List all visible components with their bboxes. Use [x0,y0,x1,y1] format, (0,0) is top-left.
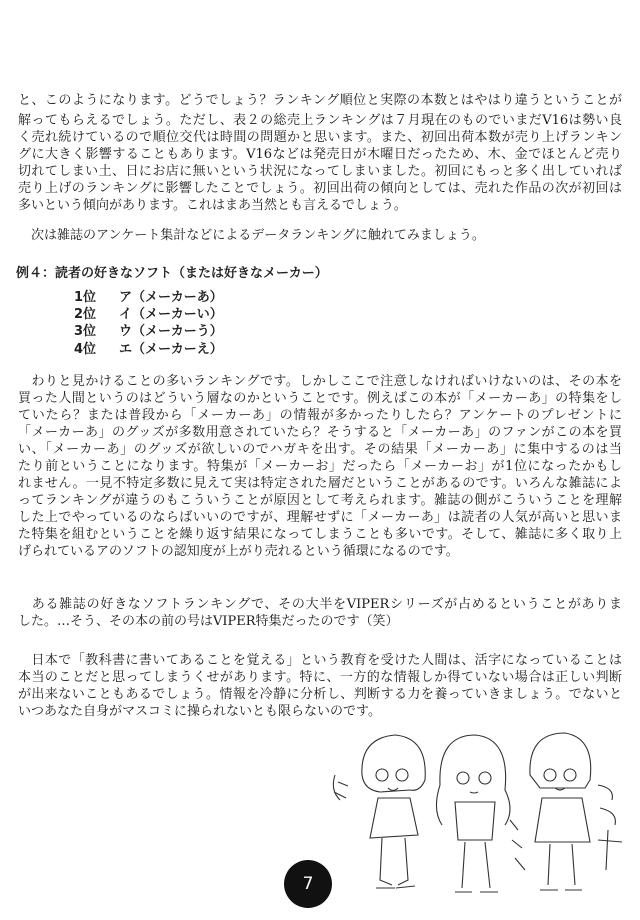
rank-label: 4位 [74,342,97,357]
text-line: 「メーカーあ」のグッズが多数用意されていたら？そうすると「メーカーあ」のファンがこの本を買 [18,425,622,440]
text-line: げられているアのソフトの認知度が上がり売れるという循環になるのです。 [18,544,459,559]
text-line: 日本で「教科書に書いてあることを覚える」という教育を受けた人間は、活字になっていることは [18,653,622,668]
rank-item: エ（メーカーえ） [119,342,223,357]
character-1-sketch [333,735,425,888]
text-line: と、このようになります。どうでしょう？ランキング順位と実際の本数とはやはり違うということが [18,93,622,108]
text-line: 切れてしまい土、日にお店に無いという状況になってしまいました。初回にもっと多く出していれば [18,164,622,179]
character-3-sketch [530,733,622,890]
rank-item: ア（メーカーあ） [119,290,223,305]
text-line: たり前ということになります。特集が「メーカーお」だったら「メーカーお」が1位になったかもし [18,459,622,474]
rank-row [74,320,223,339]
rank-row [74,338,223,357]
text-line: が出来ないこともあるでしょう。情報を冷静に分析し、判断する力を養っていきましょう。でないと [18,687,622,702]
character-2-sketch [436,735,525,892]
text-line: 本当のことだと思ってしまうくせがあります。特に、一方的な情報しか得ていない場合は正しい判断 [18,670,622,685]
text-line: い、「メーカーあ」のグッズが欲しいのでハガキを出す。その結果「メーカーあ」に集中するのは当 [18,442,622,457]
rank-item: イ（メーカーい） [119,307,223,322]
rank-label: 1位 [74,290,97,305]
text-line: わりと見かけることの多いランキングです。しかしここで注意しなければいけないのは、その本を [18,374,622,389]
rank-item: ウ（メーカーう） [119,324,223,339]
character-sketch-illustration [300,730,640,920]
text-line: グに大きく影響することもあります。V16などは発売日が木曜日だったため、木、金でほとんど売り [18,147,622,162]
text-line: く売れ続けているので順位交代は時間の問題かと思います。また、初回出荷本数が売り上げランキン [18,130,622,145]
text-line: 売り上げのランキングに影響したことでしょう。初回出荷の傾向としては、売れた作品の次が初回は [18,181,622,196]
text-line: ってランキングが違うのもこういうことが原因として考えられます。雑誌の側がこういうことを理解 [18,493,622,508]
text-line: れません。一見不特定多数に見えて実は特定された層だということがあるのです。いろんな雑誌によ [18,476,622,491]
text-line: ある雑誌の好きなソフトランキングで、その大半をVIPERシリーズが占めるということがありま [18,597,622,612]
text-line: した。…そう、その本の前の号はVIPER特集だったのです（笑） [18,614,399,629]
rank-label: 3位 [74,324,97,339]
text-line: 多いという傾向があります。これはまあ当然とも言えるでしょう。 [18,198,407,213]
text-line: した上でやっているのならばいいのですが、理解せずに「メーカーあ」は読者の人気が高いと思いま [18,510,622,525]
text-line: た特集を組むということを繰り返す結果になってしまうことも多いです。そして、雑誌に多く取り上 [18,527,622,542]
text-line: 解ってもらえるでしょう。ただし、表２の総売上ランキングは７月現在のものでいまだV16は勢い良 [18,113,622,128]
example-heading: 例４：読者の好きなソフト（または好きなメーカー） [16,266,328,281]
rank-label: 2位 [74,307,97,322]
text-line: 買った人間というのはどういう層なのかということです。例えばこの本が「メーカーあ」の特集をし [18,391,622,406]
text-line: ていたら？または普段から「メーカーあ」の情報が多かったりしたら？アンケートのプレゼントに [18,408,622,423]
text-line: いつあなた自身がマスコミに操られないとも限らないのです。 [18,704,381,719]
page-number-badge: 7 [284,860,332,908]
text-line: 次は雑誌のアンケート集計などによるデータランキングに触れてみましょう。 [18,228,485,243]
